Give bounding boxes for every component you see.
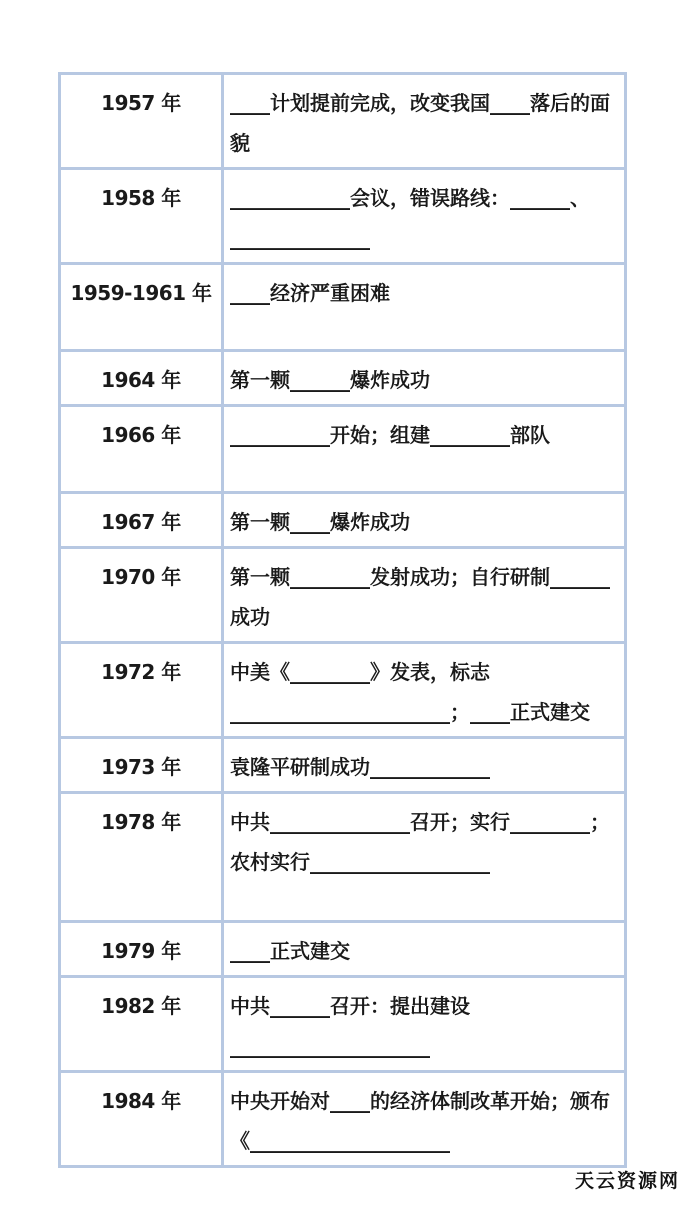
event-cell: 中共______________召开；实行________；农村实行__________________ — [223, 793, 626, 922]
event-cell: __________开始；组建________部队 — [223, 406, 626, 493]
timeline-table — [58, 72, 627, 1168]
year-cell: 1982 年 — [60, 977, 223, 1072]
table-row — [60, 793, 626, 922]
year-cell: 1973 年 — [60, 738, 223, 793]
year-cell: 1957 年 — [60, 74, 223, 169]
year-cell: 1966 年 — [60, 406, 223, 493]
year-cell: 1964 年 — [60, 351, 223, 406]
event-cell: 第一颗______爆炸成功 — [223, 351, 626, 406]
year-cell: 1979 年 — [60, 922, 223, 977]
event-cell: 第一颗____爆炸成功 — [223, 493, 626, 548]
event-cell: ____正式建交 — [223, 922, 626, 977]
table-row — [60, 738, 626, 793]
table-row — [60, 643, 626, 738]
table-row — [60, 922, 626, 977]
year-cell: 1959-1961 年 — [60, 264, 223, 351]
event-cell: 中美《________》发表，标志______________________；____正式建交 — [223, 643, 626, 738]
table-row — [60, 493, 626, 548]
watermark-logo: 天云资源网 — [574, 1170, 680, 1192]
table-row — [60, 406, 626, 493]
year-cell: 1970 年 — [60, 548, 223, 643]
timeline-table-wrapper — [58, 72, 625, 1168]
event-cell: 中央开始对____的经济体制改革开始；颁布《____________________ — [223, 1072, 626, 1167]
table-row — [60, 264, 626, 351]
event-cell: 第一颗________发射成功；自行研制______成功 — [223, 548, 626, 643]
year-cell: 1958 年 — [60, 169, 223, 264]
event-cell: 袁隆平研制成功____________ — [223, 738, 626, 793]
table-row — [60, 169, 626, 264]
event-cell: ____经济严重困难 — [223, 264, 626, 351]
year-cell: 1967 年 — [60, 493, 223, 548]
event-cell: 中共______召开：提出建设____________________ — [223, 977, 626, 1072]
year-cell: 1972 年 — [60, 643, 223, 738]
event-cell: ____计划提前完成，改变我国____落后的面貌 — [223, 74, 626, 169]
table-row — [60, 74, 626, 169]
event-cell: ____________会议，错误路线：______、______________ — [223, 169, 626, 264]
year-cell: 1984 年 — [60, 1072, 223, 1167]
table-row — [60, 1072, 626, 1167]
table-row — [60, 351, 626, 406]
year-cell: 1978 年 — [60, 793, 223, 922]
table-row — [60, 548, 626, 643]
table-row — [60, 977, 626, 1072]
